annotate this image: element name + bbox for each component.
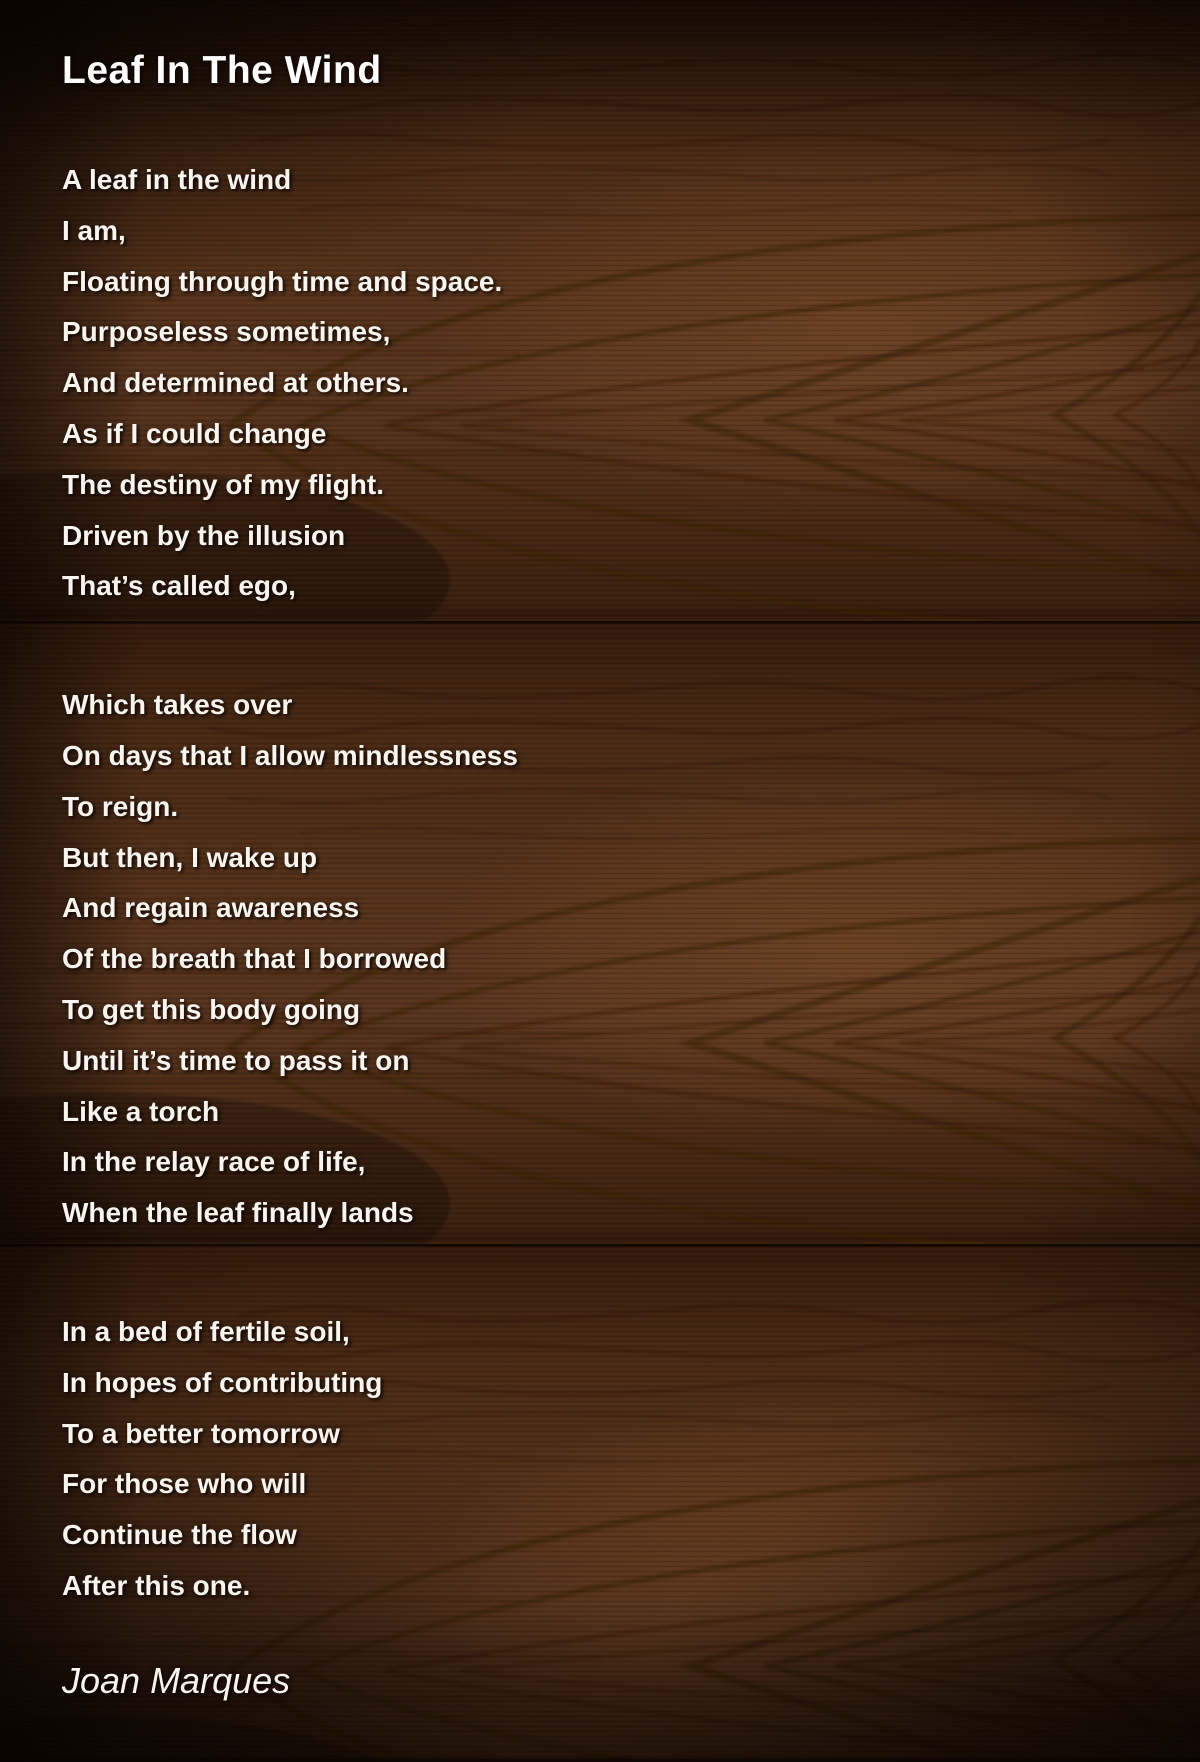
poem-line: Of the breath that I borrowed: [62, 943, 447, 975]
poem-line: Driven by the illusion: [62, 519, 346, 551]
poem-page: [62, 48, 1170, 1704]
poem-line: Continue the flow: [62, 1519, 297, 1551]
poem-line: And determined at others.: [62, 367, 409, 399]
poem-line: That’s called ego,: [62, 570, 296, 602]
stanza: [62, 155, 1170, 612]
poem-line: In the relay race of life,: [62, 1146, 366, 1178]
stanza: [62, 680, 1170, 1239]
poem-line: And regain awareness: [62, 892, 360, 924]
poem-author: Joan Marques: [62, 1659, 291, 1701]
poem-line: Purposeless sometimes,: [62, 316, 391, 348]
poem-body: [62, 155, 1170, 1612]
stanza: [62, 1307, 1170, 1612]
poem-line: For those who will: [62, 1468, 307, 1500]
poem-line: To reign.: [62, 790, 179, 822]
poem-line: Until it’s time to pass it on: [62, 1044, 410, 1076]
poem-line: To a better tomorrow: [62, 1417, 340, 1449]
poem-line: On days that I allow mindlessness: [62, 739, 518, 771]
poem-line: Floating through time and space.: [62, 265, 503, 297]
poem-line: When the leaf finally lands: [62, 1197, 414, 1229]
poem-line: In hopes of contributing: [62, 1366, 383, 1398]
poem-line: Which takes over: [62, 689, 293, 721]
poem-line: I am,: [62, 214, 126, 246]
poem-line: The destiny of my flight.: [62, 468, 385, 500]
poem-line: But then, I wake up: [62, 841, 318, 873]
poem-line: Like a torch: [62, 1095, 220, 1127]
poem-line: After this one.: [62, 1569, 251, 1601]
poem-line: In a bed of fertile soil,: [62, 1315, 350, 1347]
poem-line: As if I could change: [62, 417, 327, 449]
poem-title: Leaf In The Wind: [62, 49, 382, 92]
poem-line: To get this body going: [62, 993, 361, 1025]
poem-line: A leaf in the wind: [62, 164, 292, 195]
